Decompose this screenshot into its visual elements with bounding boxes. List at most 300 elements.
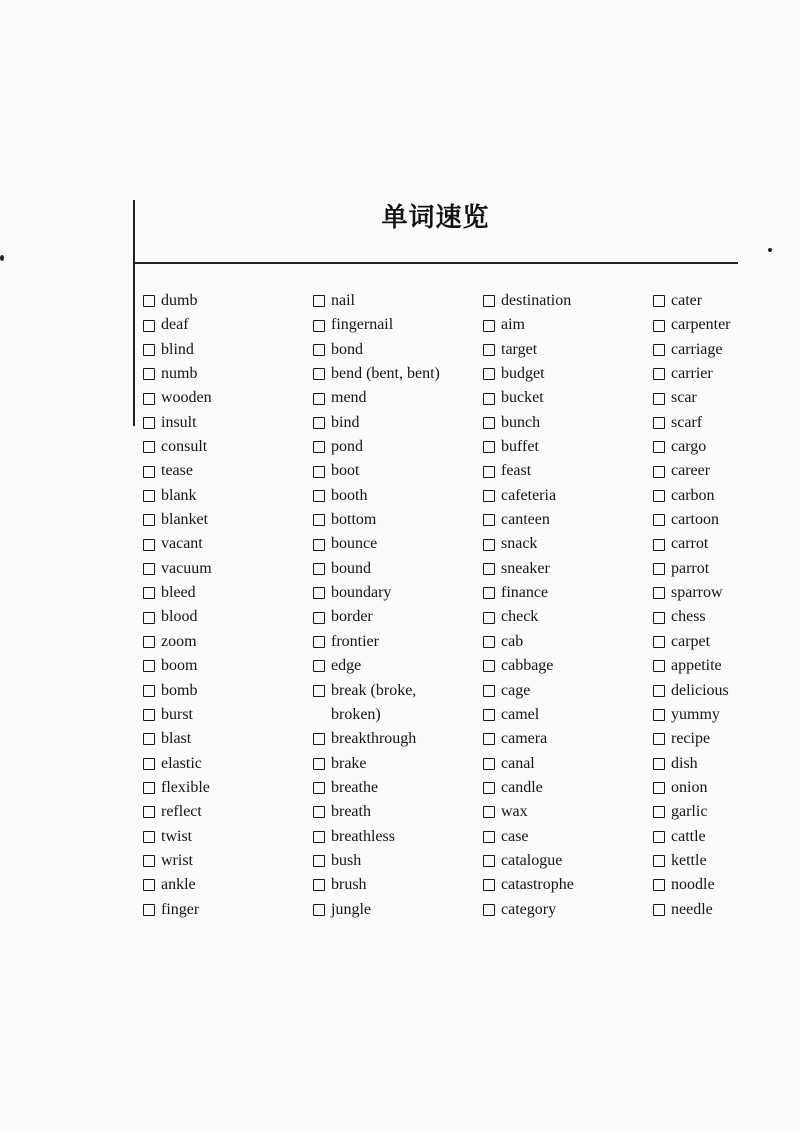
- checkbox[interactable]: [653, 709, 665, 721]
- checkbox[interactable]: [143, 806, 155, 818]
- checkbox[interactable]: [143, 563, 155, 575]
- word-item: [653, 435, 800, 459]
- word-item: [143, 800, 318, 824]
- word-item: [653, 581, 800, 605]
- checkbox[interactable]: [313, 368, 325, 380]
- word-label: bind: [331, 413, 360, 431]
- checkbox[interactable]: [313, 904, 325, 916]
- word-item: [483, 679, 658, 703]
- word-item: [143, 703, 318, 727]
- checkbox[interactable]: [483, 320, 495, 332]
- word-label: budget: [501, 365, 545, 383]
- checkbox[interactable]: [483, 904, 495, 916]
- word-label: aim: [501, 316, 525, 334]
- word-column-2: [313, 289, 488, 922]
- word-item: [143, 752, 318, 776]
- word-item: [483, 532, 658, 556]
- checkbox[interactable]: [143, 490, 155, 502]
- checkbox[interactable]: [313, 855, 325, 867]
- word-label: delicious: [671, 681, 729, 699]
- word-label: noodle: [671, 876, 715, 894]
- checkbox[interactable]: [653, 879, 665, 891]
- checkbox[interactable]: [143, 685, 155, 697]
- word-label: cargo: [671, 438, 707, 456]
- checkbox[interactable]: [653, 733, 665, 745]
- word-label: carpenter: [671, 316, 731, 334]
- checkbox[interactable]: [653, 368, 665, 380]
- checkbox[interactable]: [143, 393, 155, 405]
- word-label: cage: [501, 681, 531, 699]
- checkbox[interactable]: [653, 806, 665, 818]
- word-item: [483, 727, 658, 751]
- checkbox[interactable]: [313, 685, 325, 697]
- checkbox[interactable]: [313, 660, 325, 672]
- word-label: case: [501, 827, 529, 845]
- word-label: brake: [331, 754, 367, 772]
- word-item: [653, 484, 800, 508]
- word-label: bounce: [331, 535, 378, 553]
- word-item: [483, 776, 658, 800]
- checkbox[interactable]: [313, 636, 325, 648]
- checkbox[interactable]: [313, 344, 325, 356]
- checkbox[interactable]: [483, 393, 495, 405]
- word-item: [653, 679, 800, 703]
- word-item: [653, 411, 800, 435]
- word-label: bond: [331, 340, 363, 358]
- word-label: carrot: [671, 535, 709, 553]
- word-label: catalogue: [501, 851, 563, 869]
- word-item: [143, 849, 318, 873]
- word-item: [483, 581, 658, 605]
- word-item: [313, 752, 488, 776]
- checkbox[interactable]: [483, 368, 495, 380]
- checkbox[interactable]: [143, 466, 155, 478]
- word-item: [313, 605, 488, 629]
- word-item: [313, 581, 488, 605]
- word-label: garlic: [671, 803, 708, 821]
- word-label: blind: [161, 340, 194, 358]
- word-label: carbon: [671, 486, 715, 504]
- word-label: cater: [671, 292, 703, 309]
- word-label: numb: [161, 365, 198, 383]
- word-label: mend: [331, 389, 367, 407]
- checkbox[interactable]: [483, 758, 495, 770]
- word-item: [143, 508, 318, 532]
- word-label: flexible: [161, 778, 210, 796]
- word-item: [143, 654, 318, 678]
- word-label: blank: [161, 486, 197, 504]
- word-label: burst: [161, 705, 193, 723]
- word-item: [313, 313, 488, 337]
- checkbox[interactable]: [143, 831, 155, 843]
- checkbox[interactable]: [143, 417, 155, 429]
- word-item: [143, 411, 318, 435]
- checkbox[interactable]: [483, 806, 495, 818]
- word-item: [483, 800, 658, 824]
- word-item: [313, 435, 488, 459]
- word-label: appetite: [671, 657, 722, 675]
- checkbox[interactable]: [483, 879, 495, 891]
- word-item: [483, 654, 658, 678]
- word-label: bunch: [501, 413, 541, 431]
- word-item: [313, 630, 488, 654]
- word-item: [653, 898, 800, 922]
- word-item: [143, 362, 318, 386]
- word-label: break (broke,: [331, 681, 417, 699]
- word-item: [313, 362, 488, 386]
- word-label: vacuum: [161, 559, 212, 577]
- checkbox[interactable]: [653, 563, 665, 575]
- checkbox[interactable]: [483, 587, 495, 599]
- word-item: [143, 679, 318, 703]
- checkbox[interactable]: [313, 295, 325, 307]
- word-label: boom: [161, 657, 198, 675]
- word-label: chess: [671, 608, 706, 626]
- checkbox[interactable]: [143, 758, 155, 770]
- checkbox[interactable]: [143, 879, 155, 891]
- word-item: [483, 362, 658, 386]
- checkbox[interactable]: [143, 295, 155, 307]
- checkbox[interactable]: [313, 417, 325, 429]
- word-item: [483, 557, 658, 581]
- checkbox[interactable]: [313, 587, 325, 599]
- checkbox[interactable]: [143, 904, 155, 916]
- word-label: tease: [161, 462, 193, 480]
- word-item: [143, 605, 318, 629]
- checkbox[interactable]: [483, 660, 495, 672]
- checkbox[interactable]: [143, 539, 155, 551]
- word-item: [653, 338, 800, 362]
- word-item: [653, 557, 800, 581]
- word-item: [483, 752, 658, 776]
- word-item: [143, 557, 318, 581]
- word-item: [143, 825, 318, 849]
- checkbox[interactable]: [653, 344, 665, 356]
- word-item: [313, 411, 488, 435]
- word-item: [313, 484, 488, 508]
- word-item: [653, 825, 800, 849]
- word-label: bucket: [501, 389, 544, 407]
- checkbox[interactable]: [143, 587, 155, 599]
- checkbox[interactable]: [313, 831, 325, 843]
- checkbox[interactable]: [653, 539, 665, 551]
- word-label: jungle: [331, 900, 371, 918]
- word-item: [653, 508, 800, 532]
- checkbox[interactable]: [483, 417, 495, 429]
- word-label: onion: [671, 778, 708, 796]
- word-item: [483, 484, 658, 508]
- word-label: blood: [161, 608, 198, 626]
- checkbox[interactable]: [653, 855, 665, 867]
- checkbox[interactable]: [483, 685, 495, 697]
- word-item: [483, 873, 658, 897]
- word-item: [483, 386, 658, 410]
- word-item: [313, 727, 488, 751]
- word-item: [483, 289, 658, 313]
- word-label: carpet: [671, 632, 711, 650]
- scan-speck: [768, 248, 772, 252]
- word-item: [483, 849, 658, 873]
- checkbox[interactable]: [313, 490, 325, 502]
- checkbox[interactable]: [313, 733, 325, 745]
- word-label: cattle: [671, 827, 706, 845]
- word-label: zoom: [161, 632, 197, 650]
- checkbox[interactable]: [653, 831, 665, 843]
- word-label: scarf: [671, 413, 703, 431]
- word-item: [313, 459, 488, 483]
- word-label: frontier: [331, 632, 379, 650]
- word-item: [653, 703, 800, 727]
- checkbox[interactable]: [143, 368, 155, 380]
- word-item: [653, 849, 800, 873]
- word-column-3: [483, 289, 658, 922]
- word-item: [143, 581, 318, 605]
- word-item: [653, 532, 800, 556]
- word-item: [483, 411, 658, 435]
- checkbox[interactable]: [313, 539, 325, 551]
- word-label: bottom: [331, 511, 377, 529]
- word-item: [143, 338, 318, 362]
- word-item: [483, 703, 658, 727]
- word-item: [483, 459, 658, 483]
- word-item: [483, 630, 658, 654]
- word-item: [143, 776, 318, 800]
- word-label: elastic: [161, 754, 202, 772]
- checkbox[interactable]: [483, 855, 495, 867]
- word-item: [313, 873, 488, 897]
- word-label: blast: [161, 730, 192, 748]
- word-label: breath: [331, 803, 371, 821]
- word-item: [313, 532, 488, 556]
- checkbox[interactable]: [483, 295, 495, 307]
- word-label: pond: [331, 438, 363, 456]
- word-label: snack: [501, 535, 538, 553]
- checkbox[interactable]: [313, 806, 325, 818]
- checkbox[interactable]: [143, 782, 155, 794]
- checkbox[interactable]: [653, 514, 665, 526]
- word-label: category: [501, 900, 557, 918]
- checkbox[interactable]: [653, 758, 665, 770]
- checkbox[interactable]: [483, 441, 495, 453]
- word-label: parrot: [671, 559, 710, 577]
- word-item: [313, 825, 488, 849]
- checkbox[interactable]: [483, 466, 495, 478]
- checkbox[interactable]: [313, 320, 325, 332]
- word-label: scar: [671, 389, 697, 407]
- word-label: sparrow: [671, 584, 723, 602]
- word-label: nail: [331, 292, 355, 309]
- checkbox[interactable]: [313, 612, 325, 624]
- word-label: insult: [161, 413, 197, 431]
- word-label: cab: [501, 632, 524, 650]
- word-label: blanket: [161, 511, 209, 529]
- checkbox[interactable]: [143, 636, 155, 648]
- checkbox[interactable]: [313, 514, 325, 526]
- checkbox[interactable]: [483, 636, 495, 648]
- checkbox[interactable]: [653, 660, 665, 672]
- checkbox[interactable]: [143, 344, 155, 356]
- checkbox[interactable]: [653, 685, 665, 697]
- word-item: [483, 825, 658, 849]
- word-column-4: [653, 289, 800, 922]
- checkbox[interactable]: [143, 320, 155, 332]
- word-label: deaf: [161, 316, 189, 334]
- checkbox[interactable]: [483, 539, 495, 551]
- word-item: [313, 800, 488, 824]
- word-label: booth: [331, 486, 368, 504]
- scan-speck: [0, 255, 4, 261]
- word-label: border: [331, 608, 373, 626]
- checkbox[interactable]: [483, 612, 495, 624]
- checkbox[interactable]: [653, 490, 665, 502]
- word-label: career: [671, 462, 711, 480]
- word-item: [483, 313, 658, 337]
- checkbox[interactable]: [483, 782, 495, 794]
- word-item: [653, 654, 800, 678]
- word-label: breathe: [331, 778, 379, 796]
- word-item: [313, 289, 488, 313]
- word-label: dish: [671, 754, 698, 772]
- checkbox[interactable]: [483, 831, 495, 843]
- word-label: fingernail: [331, 316, 394, 334]
- checkbox[interactable]: [653, 441, 665, 453]
- checkbox[interactable]: [483, 709, 495, 721]
- word-label: wrist: [161, 851, 193, 869]
- checkbox[interactable]: [653, 782, 665, 794]
- word-label: catastrophe: [501, 876, 574, 894]
- checkbox[interactable]: [313, 563, 325, 575]
- word-item: [653, 313, 800, 337]
- word-item: [653, 289, 800, 313]
- word-item: [483, 898, 658, 922]
- checkbox[interactable]: [653, 320, 665, 332]
- word-item: [483, 605, 658, 629]
- word-label: buffet: [501, 438, 539, 456]
- word-item: [143, 532, 318, 556]
- page-title: 单词速览: [381, 203, 490, 233]
- word-label: brush: [331, 876, 367, 894]
- checkbox[interactable]: [143, 733, 155, 745]
- word-label: boot: [331, 462, 360, 480]
- checkbox[interactable]: [313, 782, 325, 794]
- checkbox[interactable]: [143, 855, 155, 867]
- word-item: [653, 362, 800, 386]
- word-item: [313, 703, 488, 727]
- word-label: canteen: [501, 511, 550, 529]
- word-label: wooden: [161, 389, 212, 407]
- checkbox[interactable]: [653, 587, 665, 599]
- word-label: target: [501, 340, 538, 358]
- checkbox[interactable]: [313, 466, 325, 478]
- checkbox[interactable]: [653, 393, 665, 405]
- word-label: camel: [501, 705, 540, 723]
- checkbox[interactable]: [653, 612, 665, 624]
- word-item: [653, 630, 800, 654]
- word-label: feast: [501, 462, 532, 480]
- word-label: destination: [501, 292, 572, 309]
- checkbox[interactable]: [483, 514, 495, 526]
- word-label: dumb: [161, 292, 198, 309]
- word-label: camera: [501, 730, 548, 748]
- word-label: bush: [331, 851, 362, 869]
- word-item: [143, 484, 318, 508]
- word-item: [143, 630, 318, 654]
- checkbox[interactable]: [313, 441, 325, 453]
- word-item: [313, 898, 488, 922]
- checkbox[interactable]: [143, 441, 155, 453]
- word-item: [143, 898, 318, 922]
- word-item: [143, 386, 318, 410]
- word-item: [143, 435, 318, 459]
- word-label: consult: [161, 438, 208, 456]
- checkbox[interactable]: [653, 295, 665, 307]
- word-label: bound: [331, 559, 371, 577]
- word-item: [653, 459, 800, 483]
- word-item: [483, 338, 658, 362]
- word-item: [483, 435, 658, 459]
- word-item: [313, 338, 488, 362]
- word-item: [653, 727, 800, 751]
- checkbox[interactable]: [653, 636, 665, 648]
- word-label: ankle: [161, 876, 196, 894]
- checkbox[interactable]: [653, 466, 665, 478]
- word-item: [313, 654, 488, 678]
- checkbox[interactable]: [143, 660, 155, 672]
- word-label: edge: [331, 657, 362, 675]
- word-item: [653, 800, 800, 824]
- word-label: boundary: [331, 584, 392, 602]
- word-item: [313, 557, 488, 581]
- checkbox[interactable]: [483, 563, 495, 575]
- word-label: reflect: [161, 803, 202, 821]
- word-label: bend (bent, bent): [331, 365, 440, 383]
- word-label: sneaker: [501, 559, 550, 577]
- word-label: yummy: [671, 705, 720, 723]
- word-item: [143, 313, 318, 337]
- word-label: bleed: [161, 584, 196, 602]
- word-label: kettle: [671, 851, 707, 869]
- word-label: finger: [161, 900, 200, 918]
- word-item: [143, 873, 318, 897]
- word-label: recipe: [671, 730, 711, 748]
- checkbox[interactable]: [313, 758, 325, 770]
- word-item: [483, 508, 658, 532]
- word-item: [313, 508, 488, 532]
- word-item: [143, 459, 318, 483]
- word-item: [653, 776, 800, 800]
- word-label: finance: [501, 584, 549, 602]
- word-label: carriage: [671, 340, 723, 358]
- word-label: bomb: [161, 681, 198, 699]
- word-label: vacant: [161, 535, 203, 553]
- checkbox[interactable]: [313, 879, 325, 891]
- word-label: check: [501, 608, 539, 626]
- checkbox[interactable]: [483, 733, 495, 745]
- word-item: [313, 386, 488, 410]
- checkbox[interactable]: [313, 393, 325, 405]
- checkbox[interactable]: [653, 904, 665, 916]
- checkbox[interactable]: [483, 344, 495, 356]
- word-item: [653, 752, 800, 776]
- word-item: [313, 679, 488, 703]
- checkbox[interactable]: [653, 417, 665, 429]
- checkbox[interactable]: [143, 709, 155, 721]
- checkbox[interactable]: [143, 514, 155, 526]
- word-label: cabbage: [501, 657, 554, 675]
- checkbox[interactable]: [483, 490, 495, 502]
- checkbox[interactable]: [143, 612, 155, 624]
- word-label: twist: [161, 827, 193, 845]
